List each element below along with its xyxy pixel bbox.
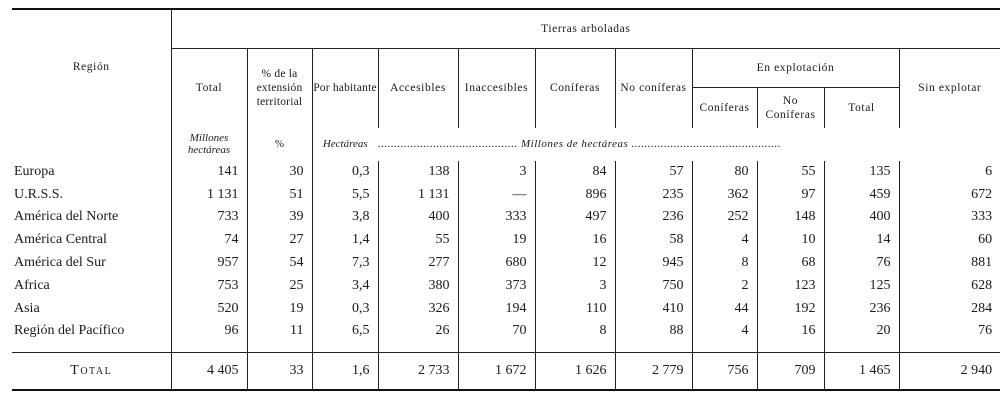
header-accesibles: Accesibles (378, 49, 458, 128)
table-row (12, 183, 1000, 206)
cell-value: 194 (458, 297, 535, 320)
cell-value: 459 (824, 183, 899, 206)
total-value: 1,6 (312, 353, 378, 391)
cell-value: 30 (247, 161, 312, 184)
cell-value: 4 (692, 320, 757, 343)
units-por-habitante: Hectáreas (312, 128, 378, 161)
cell-value: 138 (378, 161, 458, 184)
cell-value: 400 (824, 206, 899, 229)
table-row (12, 252, 1000, 275)
total-value: 2 779 (615, 353, 692, 391)
cell-value: 123 (757, 274, 824, 297)
total-label: Total (12, 353, 171, 391)
cell-value: 76 (899, 320, 1000, 343)
region-label: U.R.S.S. (14, 186, 64, 202)
table-row (12, 297, 1000, 320)
header-region: Región (12, 9, 171, 128)
cell-value: 0,3 (312, 297, 378, 320)
cell-value: 0,3 (312, 161, 378, 184)
units-total: Millones hectáreas (171, 128, 247, 161)
cell-value: 881 (899, 252, 1000, 275)
region-label: América del Sur (14, 255, 106, 271)
cell-value: 333 (899, 206, 1000, 229)
header-expl-coniferas: Coníferas (692, 88, 757, 128)
region-label: Africa (14, 277, 50, 293)
total-value: 2 733 (378, 353, 458, 391)
cell-value: 672 (899, 183, 1000, 206)
cell-value: 141 (171, 161, 247, 184)
cell-value: 3 (535, 274, 615, 297)
forest-land-table (12, 8, 1000, 391)
cell-value: 733 (171, 206, 247, 229)
cell-value: 55 (378, 229, 458, 252)
cell-value: 19 (247, 297, 312, 320)
header-en-explotacion: En explotación (692, 49, 899, 88)
cell-value: 380 (378, 274, 458, 297)
header-total: Total (171, 49, 247, 128)
region-label: América del Norte (14, 209, 119, 225)
cell-value: 80 (692, 161, 757, 184)
cell-value: 54 (247, 252, 312, 275)
cell-value: 55 (757, 161, 824, 184)
region-label: Europa (14, 163, 55, 179)
units-millones-hectareas: ........................................... Millones de hectáreas .............................................. (378, 138, 781, 150)
cell-value: 26 (378, 320, 458, 343)
table-row (12, 320, 1000, 343)
cell-value: 7,3 (312, 252, 378, 275)
cell-value: 84 (535, 161, 615, 184)
cell-value: 88 (615, 320, 692, 343)
cell-value: 252 (692, 206, 757, 229)
cell-value: 373 (458, 274, 535, 297)
header-por-habitante: Por habitante (312, 49, 378, 128)
forest-table-container (12, 8, 1000, 391)
cell-value: 96 (171, 320, 247, 343)
region-label: América Central (14, 232, 107, 248)
total-value: 756 (692, 353, 757, 391)
cell-value: 6,5 (312, 320, 378, 343)
cell-value: 497 (535, 206, 615, 229)
cell-value: 60 (899, 229, 1000, 252)
total-value: 1 626 (535, 353, 615, 391)
cell-value: 750 (615, 274, 692, 297)
cell-value: 753 (171, 274, 247, 297)
header-expl-no-coniferas: No Coníferas (757, 88, 824, 128)
cell-value: 3,8 (312, 206, 378, 229)
cell-value: 410 (615, 297, 692, 320)
cell-value: 57 (615, 161, 692, 184)
cell-value: 148 (757, 206, 824, 229)
cell-value: 236 (615, 206, 692, 229)
cell-value: 68 (757, 252, 824, 275)
cell-value: 19 (458, 229, 535, 252)
cell-value: 110 (535, 297, 615, 320)
cell-value: 957 (171, 252, 247, 275)
cell-value: 8 (535, 320, 615, 343)
cell-value: 1 131 (378, 183, 458, 206)
cell-value: 3 (458, 161, 535, 184)
total-value: 33 (247, 353, 312, 391)
cell-value: 628 (899, 274, 1000, 297)
cell-value: 333 (458, 206, 535, 229)
header-expl-total: Total (824, 88, 899, 128)
total-value: 2 940 (899, 353, 1000, 391)
units-region (12, 128, 171, 161)
region-label: Región del Pacífico (14, 323, 125, 339)
total-value: 709 (757, 353, 824, 391)
header-no-coniferas: No coníferas (615, 49, 692, 128)
total-value: 1 465 (824, 353, 899, 391)
cell-value: 362 (692, 183, 757, 206)
cell-value: 1 131 (171, 183, 247, 206)
cell-value: 12 (535, 252, 615, 275)
cell-value: 235 (615, 183, 692, 206)
cell-value: 76 (824, 252, 899, 275)
cell-value: 326 (378, 297, 458, 320)
cell-value: 945 (615, 252, 692, 275)
table-row (12, 161, 1000, 184)
total-value: 1 672 (458, 353, 535, 391)
cell-value: 896 (535, 183, 615, 206)
cell-value: 58 (615, 229, 692, 252)
cell-value: 135 (824, 161, 899, 184)
cell-value: 6 (899, 161, 1000, 184)
header-inaccesibles: Inaccesibles (458, 49, 535, 128)
table-row (12, 206, 1000, 229)
cell-value: 51 (247, 183, 312, 206)
header-sin-explotar: Sin explotar (899, 49, 1000, 128)
cell-value: 3,4 (312, 274, 378, 297)
cell-value: 284 (899, 297, 1000, 320)
table-row (12, 229, 1000, 252)
region-label: Asia (14, 300, 40, 316)
table-row (12, 274, 1000, 297)
cell-value: 14 (824, 229, 899, 252)
cell-value: 25 (247, 274, 312, 297)
cell-value: 16 (757, 320, 824, 343)
cell-value: 20 (824, 320, 899, 343)
cell-value: 680 (458, 252, 535, 275)
cell-value: 39 (247, 206, 312, 229)
cell-value: 277 (378, 252, 458, 275)
header-coniferas: Coníferas (535, 49, 615, 128)
cell-value: 2 (692, 274, 757, 297)
cell-value: 11 (247, 320, 312, 343)
cell-value: 74 (171, 229, 247, 252)
cell-value: 44 (692, 297, 757, 320)
header-tierras-arboladas: Tierras arboladas (171, 9, 1000, 49)
total-row (12, 353, 1000, 391)
cell-value: 192 (757, 297, 824, 320)
cell-value: — (458, 183, 535, 206)
cell-value: 97 (757, 183, 824, 206)
header-pct-extension: % de la extensión territorial (247, 49, 312, 128)
cell-value: 236 (824, 297, 899, 320)
cell-value: 520 (171, 297, 247, 320)
cell-value: 10 (757, 229, 824, 252)
cell-value: 400 (378, 206, 458, 229)
units-pct: % (247, 128, 312, 161)
cell-value: 5,5 (312, 183, 378, 206)
cell-value: 27 (247, 229, 312, 252)
cell-value: 70 (458, 320, 535, 343)
cell-value: 16 (535, 229, 615, 252)
cell-value: 1,4 (312, 229, 378, 252)
cell-value: 8 (692, 252, 757, 275)
total-value: 4 405 (171, 353, 247, 391)
cell-value: 125 (824, 274, 899, 297)
cell-value: 4 (692, 229, 757, 252)
